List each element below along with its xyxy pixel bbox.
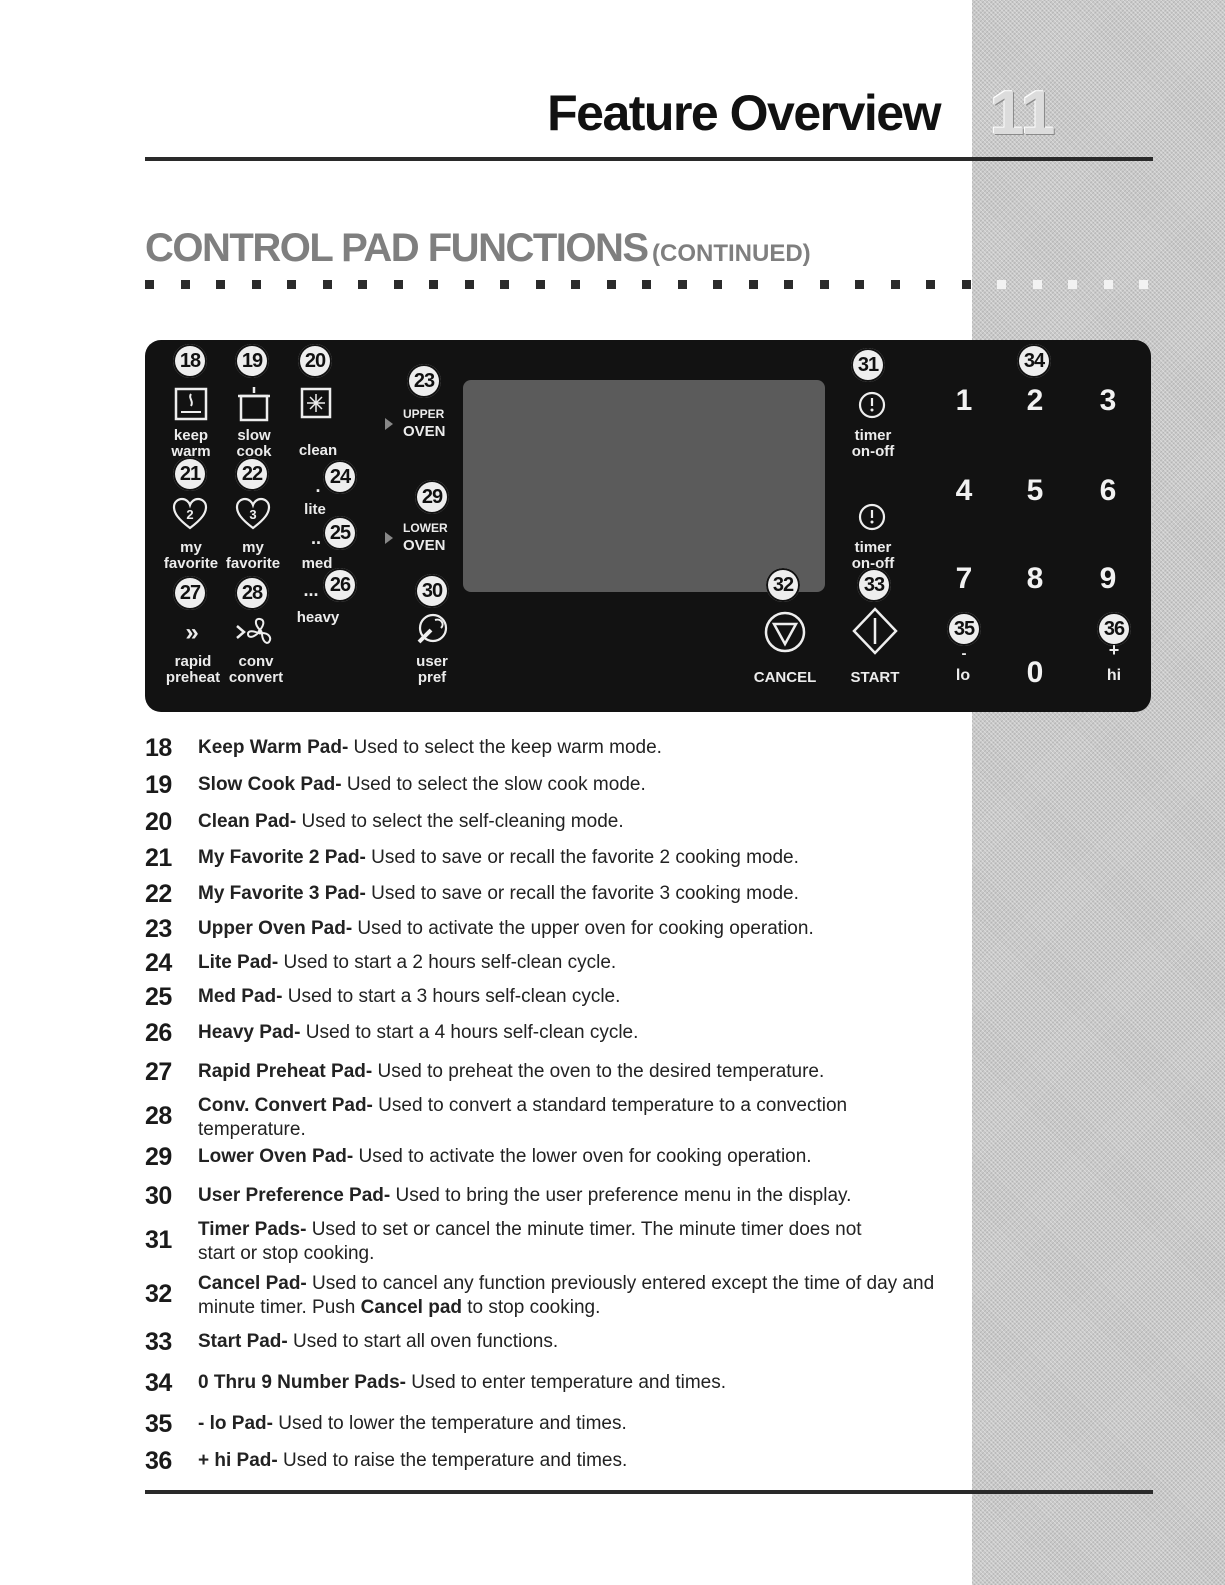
item-name: Start Pad-	[198, 1331, 288, 1352]
item-name: My Favorite 2 Pad-	[198, 847, 366, 868]
item-text: Used to raise the temperature and times.	[277, 1450, 628, 1471]
item-number: 29	[145, 1143, 172, 1171]
item-number: 34	[145, 1369, 172, 1397]
separator-square	[181, 280, 190, 289]
item-number: 18	[145, 734, 172, 762]
callout-badge: 21	[173, 457, 207, 491]
separator-square	[1033, 280, 1042, 289]
item-name: Conv. Convert Pad-	[198, 1095, 373, 1116]
clean-icon[interactable]	[299, 386, 333, 420]
separator-square	[145, 280, 154, 289]
number-pad-3[interactable]: 3	[1099, 384, 1117, 417]
lo-button[interactable]: lo	[955, 667, 971, 684]
callout-badge: 26	[323, 568, 357, 602]
item-number: 27	[145, 1058, 172, 1086]
my-favorite-2-label: my favorite	[163, 539, 219, 572]
rapid-preheat-label: rapid preheat	[165, 653, 221, 686]
cancel-icon[interactable]	[763, 610, 807, 654]
item-text: Used to start a 4 hours self-clean cycle.	[300, 1022, 639, 1043]
item-text: Used to convert a standard temperature to a convection temperature.	[198, 1095, 848, 1140]
item-name-inline: Cancel pad	[360, 1297, 462, 1318]
separator-square	[997, 280, 1006, 289]
start-button[interactable]: START	[850, 669, 900, 686]
item-number: 20	[145, 808, 172, 836]
callout-badge: 19	[235, 344, 269, 378]
separator-square	[358, 280, 367, 289]
separator-square	[500, 280, 509, 289]
lower-oven-small-label: LOWER	[403, 521, 448, 535]
item-name: 0 Thru 9 Number Pads-	[198, 1372, 406, 1393]
item-name: Clean Pad-	[198, 811, 297, 832]
keep-warm-label: keep warm	[171, 427, 211, 460]
separator-square	[678, 280, 687, 289]
number-pad-1[interactable]: 1	[955, 384, 973, 417]
item-number: 26	[145, 1019, 172, 1047]
bottom-rule	[145, 1490, 1153, 1494]
item-name: Lower Oven Pad-	[198, 1146, 354, 1167]
item-number: 35	[145, 1410, 172, 1438]
number-pad-4[interactable]: 4	[955, 474, 973, 507]
timer-on-off-label: timer on-off	[851, 427, 895, 460]
item-number: 24	[145, 949, 172, 977]
item-name: - lo Pad-	[198, 1413, 273, 1434]
callout-badge: 29	[415, 480, 449, 514]
dotted-separator	[145, 280, 1155, 292]
separator-square	[536, 280, 545, 289]
lite-label[interactable]: lite	[304, 501, 326, 518]
item-number: 28	[145, 1102, 172, 1130]
item-number: 36	[145, 1447, 172, 1475]
item-text: Used to select the slow cook mode.	[341, 774, 646, 795]
item-text: Used to set or cancel the minute timer. The minute timer does not start or stop cooking.	[198, 1219, 862, 1264]
callout-badge: 22	[235, 457, 269, 491]
my-favorite-3-label: my favorite	[225, 539, 281, 572]
convection-fan-icon[interactable]	[235, 616, 275, 648]
separator-square	[891, 280, 900, 289]
slow-cook-label: slow cook	[236, 427, 272, 460]
favorite-2-glyph: 2	[186, 507, 194, 522]
item-text: Used to save or recall the favorite 3 cooking mode.	[365, 883, 799, 904]
callout-badge: 33	[857, 568, 891, 602]
separator-square	[749, 280, 758, 289]
separator-square	[323, 280, 332, 289]
item-text: Used to select the self-cleaning mode.	[296, 811, 624, 832]
separator-square	[429, 280, 438, 289]
separator-square	[287, 280, 296, 289]
callout-badge: 23	[407, 364, 441, 398]
item-name: Timer Pads-	[198, 1219, 307, 1240]
item-number: 19	[145, 771, 172, 799]
callout-badge: 30	[415, 574, 449, 608]
clean-label: clean	[298, 442, 338, 459]
item-name: Lite Pad-	[198, 952, 279, 973]
section-heading	[145, 226, 811, 271]
item-text: Used to select the keep warm mode.	[348, 737, 662, 758]
item-number: 30	[145, 1182, 172, 1210]
separator-square	[571, 280, 580, 289]
separator-square	[1139, 280, 1148, 289]
separator-square	[394, 280, 403, 289]
oven-display	[463, 380, 825, 592]
separator-square	[1068, 280, 1077, 289]
item-number: 33	[145, 1328, 172, 1356]
callout-badge: 28	[235, 576, 269, 610]
slow-cook-icon[interactable]	[237, 384, 271, 424]
section-heading-sub: (CONTINUED)	[652, 240, 811, 267]
lo-minus-sign: -	[961, 645, 967, 662]
callout-badge: 35	[947, 612, 981, 646]
number-pad-7[interactable]: 7	[955, 562, 973, 595]
callout-badge: 24	[323, 460, 357, 494]
separator-square	[926, 280, 935, 289]
section-heading-main: CONTROL PAD FUNCTIONS	[145, 226, 648, 270]
separator-square	[607, 280, 616, 289]
page-title: Feature Overview	[547, 85, 940, 141]
item-text: Used to preheat the oven to the desired temperature.	[372, 1061, 825, 1082]
item-text: Used to start a 3 hours self-clean cycle.	[282, 986, 621, 1007]
item-name: Heavy Pad-	[198, 1022, 301, 1043]
med-dots: ..	[310, 528, 321, 548]
item-name: Cancel Pad-	[198, 1273, 307, 1294]
number-pad-2[interactable]: 2	[1026, 384, 1044, 417]
item-number: 22	[145, 880, 172, 908]
side-tab-strip	[972, 0, 1225, 1585]
separator-square	[962, 280, 971, 289]
control-panel	[145, 340, 1151, 712]
separator-square	[713, 280, 722, 289]
upper-oven-button[interactable]: OVEN	[403, 423, 446, 440]
med-label[interactable]: med	[301, 555, 333, 572]
separator-square	[252, 280, 261, 289]
lite-dot: .	[315, 476, 321, 496]
item-number: 23	[145, 915, 172, 943]
keep-warm-icon[interactable]	[173, 386, 209, 422]
number-pad-5[interactable]: 5	[1026, 474, 1044, 507]
separator-square	[784, 280, 793, 289]
callout-badge: 25	[323, 516, 357, 550]
page-number: 11	[990, 79, 1056, 148]
item-text: Used to save or recall the favorite 2 cooking mode.	[365, 847, 799, 868]
item-number: 25	[145, 983, 172, 1011]
heart-icon[interactable]	[235, 497, 271, 531]
number-pad-8[interactable]: 8	[1026, 562, 1044, 595]
item-number: 21	[145, 844, 172, 872]
callout-badge: 36	[1097, 612, 1131, 646]
rapid-preheat-icon[interactable]: »	[185, 619, 199, 646]
timer-on-off-label: timer on-off	[851, 539, 895, 572]
item-text-tail: to stop cooking.	[462, 1297, 601, 1318]
item-name: + hi Pad-	[198, 1450, 278, 1471]
heavy-label[interactable]: heavy	[296, 609, 340, 626]
user-pref-label: user pref	[416, 653, 448, 686]
item-name: User Preference Pad-	[198, 1185, 391, 1206]
separator-square	[1104, 280, 1113, 289]
separator-square	[820, 280, 829, 289]
item-text: Used to start all oven functions.	[287, 1331, 559, 1352]
callout-badge: 31	[851, 348, 885, 382]
separator-square	[642, 280, 651, 289]
hi-button[interactable]: hi	[1106, 667, 1122, 684]
callout-badge: 27	[173, 576, 207, 610]
item-name: Rapid Preheat Pad-	[198, 1061, 373, 1082]
item-text: Used to activate the upper oven for cooking operation.	[352, 918, 814, 939]
item-text: Used to activate the lower oven for cooking operation.	[353, 1146, 812, 1167]
favorite-3-glyph: 3	[249, 507, 257, 522]
separator-square	[465, 280, 474, 289]
user-pref-icon[interactable]	[413, 612, 453, 648]
item-text: Used to bring the user preference menu in the display.	[390, 1185, 852, 1206]
separator-square	[216, 280, 225, 289]
item-number: 32	[145, 1280, 172, 1308]
timer-icon[interactable]	[857, 390, 887, 420]
conv-convert-label: conv convert	[228, 653, 284, 686]
timer-icon[interactable]	[857, 502, 887, 532]
item-name: Keep Warm Pad-	[198, 737, 349, 758]
separator-square	[855, 280, 864, 289]
callout-badge: 32	[766, 568, 800, 602]
upper-oven-arrow-icon	[385, 418, 393, 430]
hi-plus-sign: +	[1108, 640, 1120, 660]
heart-icon[interactable]	[172, 497, 208, 531]
item-text: Used to lower the temperature and times.	[272, 1413, 627, 1434]
item-text: Used to start a 2 hours self-clean cycle.	[278, 952, 617, 973]
item-text: Used to enter temperature and times.	[406, 1372, 726, 1393]
callout-badge: 20	[298, 344, 332, 378]
cancel-button[interactable]: CANCEL	[753, 669, 817, 686]
start-icon[interactable]	[851, 606, 899, 656]
item-name: Upper Oven Pad-	[198, 918, 353, 939]
callout-badge: 34	[1017, 344, 1051, 378]
item-name: Slow Cook Pad-	[198, 774, 342, 795]
callout-badge: 18	[173, 344, 207, 378]
number-pad-9[interactable]: 9	[1099, 562, 1117, 595]
item-name: Med Pad-	[198, 986, 283, 1007]
item-text: Used to cancel any function previously entered except the time of day and minute timer. Push	[198, 1273, 935, 1318]
number-pad-6[interactable]: 6	[1099, 474, 1117, 507]
upper-oven-small-label: UPPER	[403, 407, 445, 421]
top-rule	[145, 157, 1153, 161]
heavy-dots: ...	[303, 580, 319, 600]
lower-oven-button[interactable]: OVEN	[403, 537, 446, 554]
number-pad-0[interactable]: 0	[1026, 656, 1044, 689]
item-name: My Favorite 3 Pad-	[198, 883, 366, 904]
lower-oven-arrow-icon	[385, 532, 393, 544]
item-number: 31	[145, 1226, 172, 1254]
